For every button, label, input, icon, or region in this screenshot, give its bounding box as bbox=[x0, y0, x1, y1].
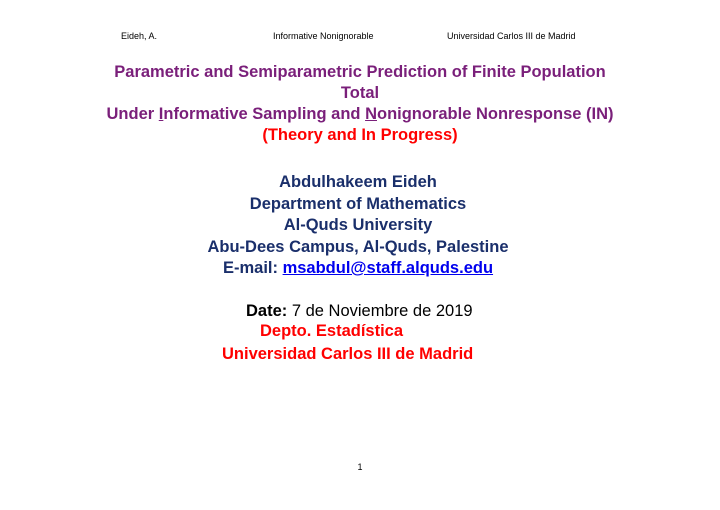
header-title: Informative Nonignorable bbox=[273, 31, 374, 41]
event-department: Depto. Estadística bbox=[260, 322, 404, 340]
author-email-line bbox=[0, 258, 716, 280]
event-university: Universidad Carlos III de Madrid bbox=[222, 345, 474, 363]
title-line-2: Total bbox=[340, 84, 380, 102]
email-label: E-mail: bbox=[222, 259, 283, 277]
title-line-3 bbox=[0, 104, 720, 125]
author-block bbox=[0, 172, 716, 280]
title-line-3-pre: Under bbox=[106, 105, 159, 123]
date-label: Date: bbox=[246, 302, 288, 320]
title-line-3-underlined-n: N bbox=[365, 105, 377, 123]
date-line bbox=[246, 302, 473, 321]
author-name: Abdulhakeem Eideh bbox=[279, 173, 437, 191]
header-institution: Universidad Carlos III de Madrid bbox=[447, 31, 576, 41]
title-line-3-post: onignorable Nonresponse (IN) bbox=[376, 105, 614, 123]
email-link[interactable]: msabdul@staff.alquds.edu bbox=[282, 259, 494, 277]
date-value: 7 de Noviembre de 2019 bbox=[287, 302, 473, 320]
title-line-1: Parametric and Semiparametric Prediction of Finite Population bbox=[114, 63, 606, 81]
page-number: 1 bbox=[357, 462, 363, 472]
author-university: Al-Quds University bbox=[283, 216, 433, 234]
title-line-3-underlined-i: I bbox=[158, 105, 164, 123]
title-line-3-mid: nformative Sampling and bbox=[163, 105, 366, 123]
author-campus: Abu-Dees Campus, Al-Quds, Palestine bbox=[207, 237, 509, 256]
paper-title bbox=[0, 62, 720, 146]
header-author: Eideh, A. bbox=[121, 31, 158, 41]
title-subtitle: (Theory and In Progress) bbox=[262, 126, 458, 144]
author-department: Department of Mathematics bbox=[249, 194, 467, 213]
